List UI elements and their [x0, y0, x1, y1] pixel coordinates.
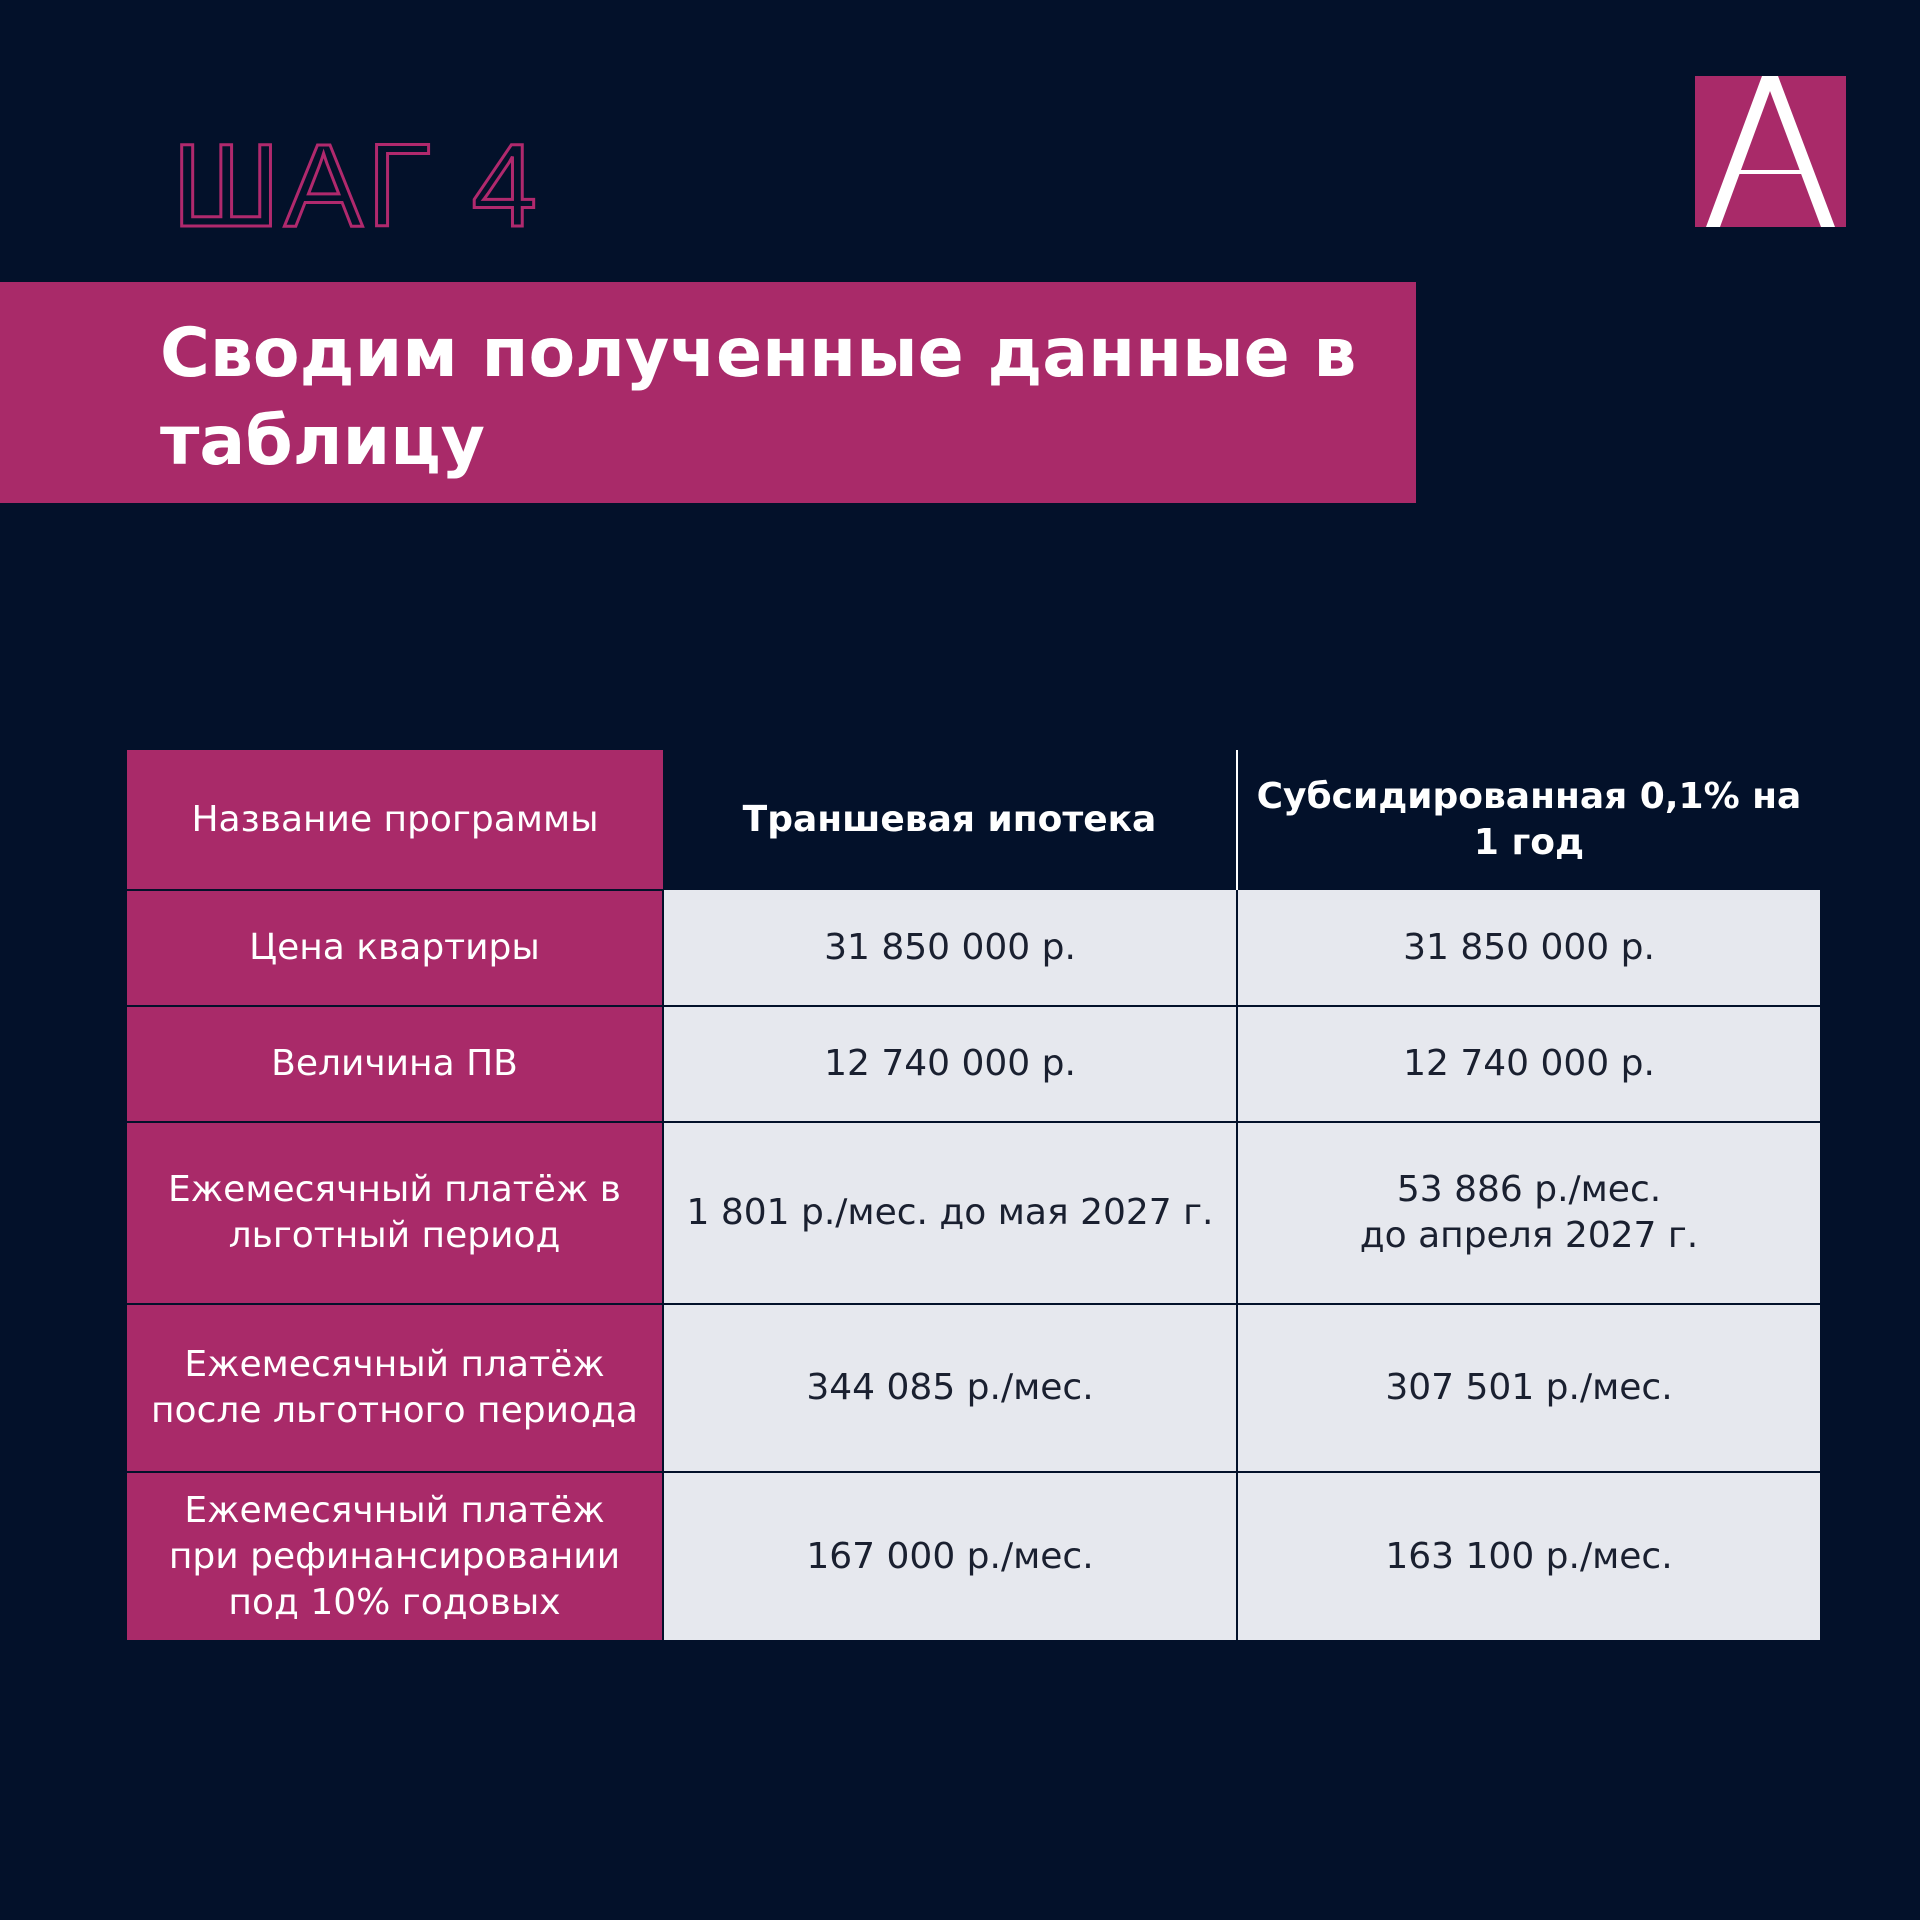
comparison-table	[127, 750, 1820, 1640]
table-row	[127, 1006, 1820, 1122]
row-label: Ежемесячный платёж в льготный период	[127, 1122, 663, 1304]
table-cell: 307 501 р./мес.	[1237, 1304, 1820, 1472]
table-header-row	[127, 750, 1820, 890]
brand-logo	[1695, 76, 1846, 227]
table-cell: 12 740 000 р.	[663, 1006, 1237, 1122]
table-cell: 53 886 р./мес. до апреля 2027 г.	[1237, 1122, 1820, 1304]
table-cell: 12 740 000 р.	[1237, 1006, 1820, 1122]
table-cell: 167 000 р./мес.	[663, 1472, 1237, 1640]
column-header-subsidized: Субсидированная 0,1% на 1 год	[1237, 750, 1820, 890]
table-cell: 163 100 р./мес.	[1237, 1472, 1820, 1640]
table-cell: 31 850 000 р.	[663, 890, 1237, 1006]
table-cell: 344 085 р./мес.	[663, 1304, 1237, 1472]
row-label: Ежемесячный платёж после льготного периода	[127, 1304, 663, 1472]
row-label: Цена квартиры	[127, 890, 663, 1006]
table-row	[127, 890, 1820, 1006]
table-row	[127, 1122, 1820, 1304]
table-cell: 31 850 000 р.	[1237, 890, 1820, 1006]
letter-a-logo-icon	[1695, 76, 1846, 227]
title-banner	[0, 282, 1416, 503]
row-label: Величина ПВ	[127, 1006, 663, 1122]
header-label-cell: Название программы	[127, 750, 663, 890]
page-title: Сводим полученные данные в таблицу	[160, 314, 1357, 481]
step-label: ШАГ 4	[172, 120, 542, 252]
row-label: Ежемесячный платёж при рефинансировании под 10% годовых	[127, 1472, 663, 1640]
column-header-tranche: Траншевая ипотека	[663, 750, 1237, 890]
table-row	[127, 1472, 1820, 1640]
table-cell: 1 801 р./мес. до мая 2027 г.	[663, 1122, 1237, 1304]
table-row	[127, 1304, 1820, 1472]
